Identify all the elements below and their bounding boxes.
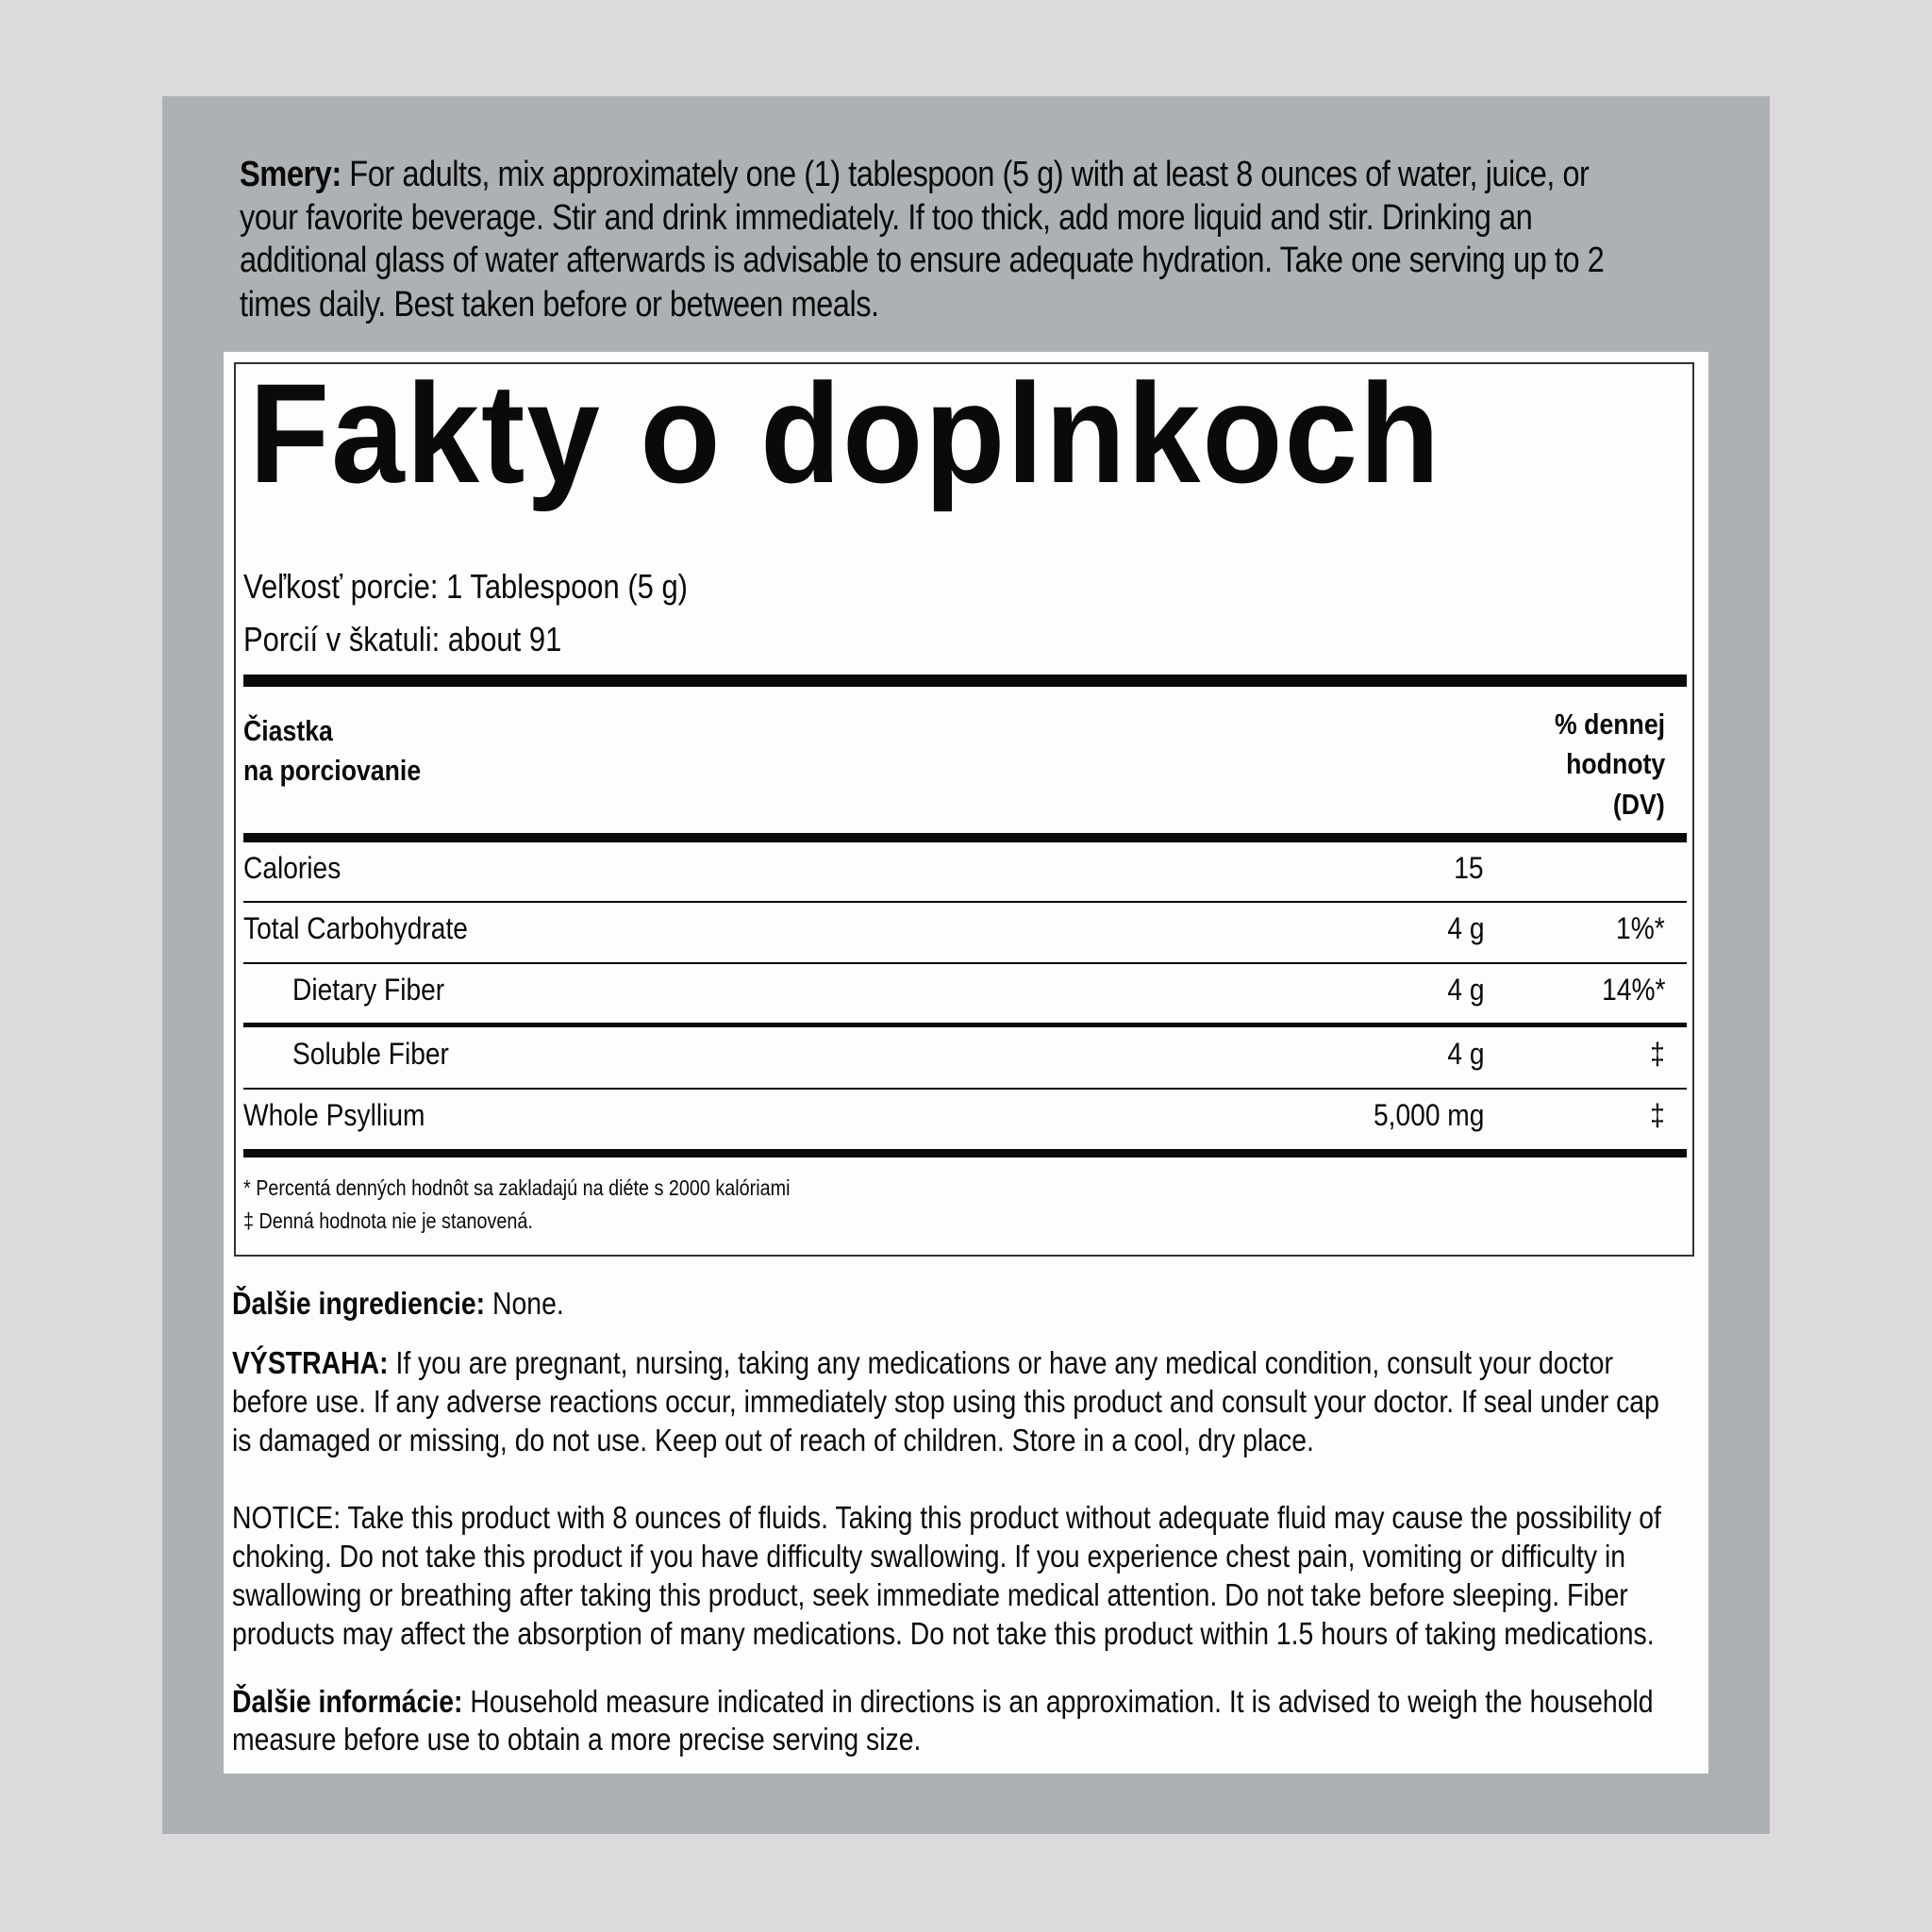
row-divider: [243, 901, 1687, 903]
other-info-label: Ďalšie informácie:: [232, 1684, 463, 1719]
thick-divider: [243, 833, 1687, 842]
nutrient-name: Soluble Fiber: [292, 1037, 449, 1071]
footnote-dv: * Percentá denných hodnôt sa zakladajú na diéte s 2000 kalóriami: [243, 1175, 791, 1200]
directions-line-3: additional glass of water afterwards is advisable to ensure adequate hydration. Take one serving up to 2: [240, 241, 1605, 280]
directions-line-2: your favorite beverage. Stir and drink immediately. If too thick, add more liquid and stir. Drinking an: [240, 198, 1533, 238]
directions-line-1: Smery: For adults, mix approximately one (1) tablespoon (5 g) with at least 8 ounces of water, juice, or: [240, 155, 1590, 194]
nutrient-name: Whole Psyllium: [243, 1098, 425, 1132]
warning-line-1: VÝSTRAHA: If you are pregnant, nursing, taking any medications or have any medical condition, consult your doctor: [232, 1345, 1613, 1380]
nutrient-name: Total Carbohydrate: [243, 911, 468, 945]
nutrient-name: Calories: [243, 851, 341, 885]
thick-divider: [243, 1149, 1687, 1158]
row-divider: [243, 962, 1687, 964]
other-ingredients: Ďalšie ingrediencie: None.: [232, 1286, 564, 1321]
notice-line-4: products may affect the absorption of many medications. Do not take this product within 1.5 hours of taking medications.: [232, 1616, 1655, 1651]
nutrient-name: Dietary Fiber: [292, 973, 445, 1007]
warning-line-3: is damaged or missing, do not use. Keep out of reach of children. Store in a cool, dry place.: [232, 1423, 1314, 1457]
nutrient-amount: 15: [1454, 851, 1484, 885]
footnote-not-established: ‡ Denná hodnota nie je stanovená.: [243, 1208, 533, 1233]
nutrient-amount: 4 g: [1446, 973, 1484, 1007]
row-divider: [243, 1023, 1687, 1027]
row-divider: [243, 1088, 1687, 1090]
other-info-line-2: measure before use to obtain a more precise serving size.: [232, 1722, 922, 1757]
warning-label: VÝSTRAHA:: [232, 1345, 389, 1380]
nutrient-dv: ‡: [1650, 1037, 1665, 1071]
notice-line-2: choking. Do not take this product if you have difficulty swallowing. If you experience chest pain, vomiting or difficulty in: [232, 1539, 1626, 1574]
notice-line-1: NOTICE: Take this product with 8 ounces of fluids. Taking this product without adequate fluid may cause the possibility of: [232, 1500, 1661, 1535]
nutrient-dv: ‡: [1650, 1098, 1665, 1132]
warning-line-2: before use. If any adverse reactions occur, immediately stop using this product and consult your doctor. If seal under cap: [232, 1384, 1659, 1419]
header-amount-line-1: Čiastka: [243, 714, 333, 747]
nutrient-amount: 4 g: [1446, 1037, 1484, 1071]
other-info-line-1: Ďalšie informácie: Household measure indicated in directions is an approximation. It is advised to weigh the household: [232, 1684, 1654, 1719]
header-amount-line-2: na porciovanie: [243, 754, 422, 787]
directions-line-4: times daily. Best taken before or between meals.: [240, 285, 879, 325]
nutrient-amount: 4 g: [1446, 911, 1484, 945]
serving-size: Veľkosť porcie: 1 Tablespoon (5 g): [243, 567, 688, 606]
header-dv-line-2: hodnoty: [1565, 747, 1665, 780]
thick-divider: [243, 675, 1687, 687]
notice-line-3: swallowing or breathing after taking this product, seek immediate medical attention. Do not take before sleeping. Fiber: [232, 1577, 1628, 1612]
nutrient-dv: 1%*: [1616, 911, 1665, 945]
nutrient-amount: 5,000 mg: [1373, 1098, 1484, 1132]
header-dv-line-3: (DV): [1613, 788, 1665, 821]
servings-per-container: Porcií v škatuli: about 91: [243, 620, 562, 658]
directions-label: Smery:: [240, 155, 341, 194]
header-dv-line-1: % dennej: [1554, 708, 1665, 741]
nutrient-dv: 14%*: [1601, 973, 1665, 1007]
facts-title: Fakty o doplnkoch: [249, 354, 1441, 512]
